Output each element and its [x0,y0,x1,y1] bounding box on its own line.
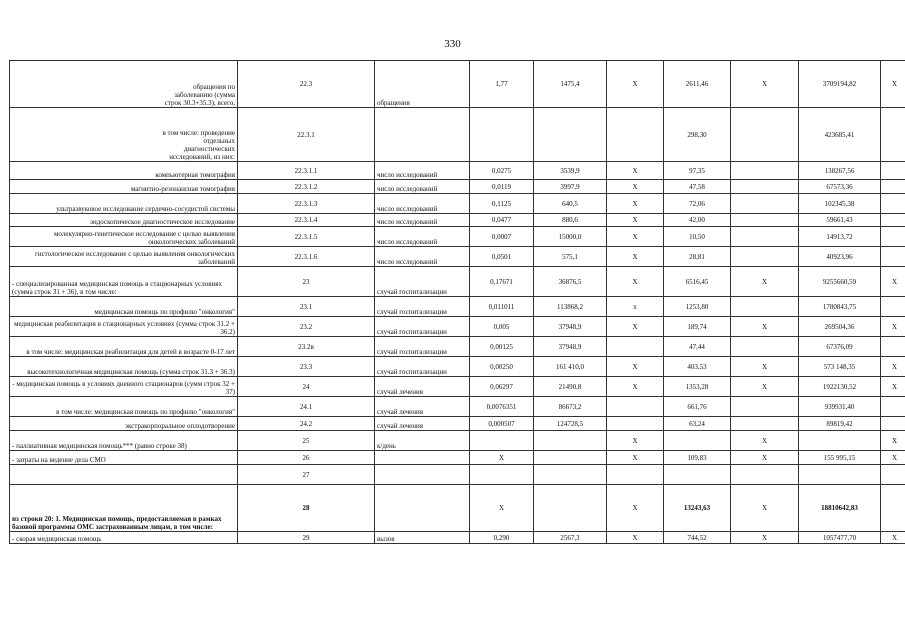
value-cell: 0,06297 [470,377,534,397]
row-code-cell: 22.3.1.3 [238,194,375,214]
value-cell: x [607,297,664,317]
table-row [10,227,905,247]
table-row [10,451,905,465]
value-cell: X [881,61,905,108]
value-cell [731,297,799,317]
value-cell: 1922130,52 [799,377,881,397]
value-cell: X [881,317,905,337]
value-cell [881,247,905,267]
row-code-cell: 23.2в [238,337,375,357]
row-unit-cell [375,485,470,532]
row-name-cell [10,465,238,485]
value-cell: X [731,532,799,544]
row-code-cell: 24 [238,377,375,397]
value-cell: 0,005 [470,317,534,337]
row-unit-cell: число исследований [375,194,470,214]
value-cell: 575,1 [534,247,607,267]
value-cell: X [607,317,664,337]
value-cell: 47,44 [664,337,731,357]
value-cell: 37948,9 [534,317,607,337]
row-code-cell: 23.3 [238,357,375,377]
value-cell: 89819,42 [799,417,881,431]
row-name-cell: компьютерная томография [10,162,238,180]
value-cell: 10,50 [664,227,731,247]
row-unit-cell: число исследований [375,214,470,227]
value-cell: 573 148,35 [799,357,881,377]
row-code-cell: 24.2 [238,417,375,431]
value-cell: X [731,61,799,108]
value-cell: 0,0119 [470,180,534,194]
row-code-cell: 22.3.1.6 [238,247,375,267]
value-cell: 1780843,75 [799,297,881,317]
value-cell: 3997,9 [534,180,607,194]
value-cell: X [607,247,664,267]
page-number: 330 [444,38,461,50]
row-unit-cell: число исследований [375,180,470,194]
row-unit-cell [375,451,470,465]
value-cell [799,465,881,485]
row-code-cell: 28 [238,485,375,532]
value-cell: 72,06 [664,194,731,214]
value-cell: 189,74 [664,317,731,337]
table-row [10,194,905,214]
value-cell: 113868,2 [534,297,607,317]
table-row [10,532,905,544]
value-cell: 63,24 [664,417,731,431]
row-unit-cell: случай госпитализации [375,357,470,377]
table-row [10,297,905,317]
value-cell [731,465,799,485]
table-row [10,61,905,108]
value-cell [731,417,799,431]
row-name-cell: гистологическое исследование с целью выявления онкологических заболеваний [10,247,238,267]
row-code-cell: 22.3.1 [238,108,375,162]
row-unit-cell: число исследований [375,162,470,180]
value-cell: 47,58 [664,180,731,194]
row-name-cell: молекулярно-генетическое исследование с целью выявления онкологических заболеваний [10,227,238,247]
value-cell [664,465,731,485]
table-row [10,357,905,377]
row-unit-cell: случай госпитализации [375,317,470,337]
row-code-cell: 23 [238,267,375,297]
row-name-cell: экстракорпоральное оплодотворение [10,417,238,431]
value-cell: 161 410,0 [534,357,607,377]
row-name-cell: - паллиативная медицинская помощь*** (равно строке 38) [10,431,238,451]
value-cell: 18810642,83 [799,485,881,532]
row-name-cell: - затраты на ведение дела СМО [10,451,238,465]
row-name-cell: медицинская помощь по профилю "онкология" [10,297,238,317]
value-cell [881,214,905,227]
table-row [10,337,905,357]
value-cell: X [607,532,664,544]
value-cell: 3539,9 [534,162,607,180]
row-name-cell: обращения по заболеванию (сумма строк 30.3+35.3), всего, [10,61,238,108]
value-cell: X [881,451,905,465]
value-cell: 0,0477 [470,214,534,227]
value-cell: 124728,5 [534,417,607,431]
value-cell: X [607,61,664,108]
row-unit-cell: случай лечения [375,397,470,417]
row-code-cell: 29 [238,532,375,544]
value-cell: X [607,485,664,532]
row-name-cell: в том числе: медицинская реабилитация для детей в возрасте 0-17 лет [10,337,238,357]
row-unit-cell [375,108,470,162]
value-cell: 0,1125 [470,194,534,214]
row-unit-cell: случай лечения [375,377,470,397]
value-cell: 28,81 [664,247,731,267]
value-cell: 102345,38 [799,194,881,214]
value-cell [881,180,905,194]
value-cell: 298,30 [664,108,731,162]
row-name-cell: - скорая медицинская помощь [10,532,238,544]
value-cell: 1353,28 [664,377,731,397]
row-unit-cell: случай госпитализации [375,297,470,317]
value-cell: X [607,267,664,297]
value-cell: 423685,41 [799,108,881,162]
row-code-cell: 22.3 [238,61,375,108]
value-cell: 269504,36 [799,317,881,337]
value-cell [731,194,799,214]
row-name-cell: - специализированная медицинская помощь в стационарных условиях (сумма строк 31 + 36), в том числе: [10,267,238,297]
value-cell: 403,53 [664,357,731,377]
value-cell: 37948,9 [534,337,607,357]
value-cell [731,337,799,357]
value-cell: 67573,36 [799,180,881,194]
row-code-cell: 26 [238,451,375,465]
row-unit-cell: число исследований [375,247,470,267]
value-cell [607,465,664,485]
value-cell: X [731,485,799,532]
table-row [10,108,905,162]
value-cell: 2567,3 [534,532,607,544]
value-cell: 0,290 [470,532,534,544]
value-cell: 640,5 [534,194,607,214]
value-cell [881,162,905,180]
value-cell: 6516,45 [664,267,731,297]
value-cell: 109,83 [664,451,731,465]
value-cell [731,108,799,162]
row-unit-cell: обращения [375,61,470,108]
row-unit-cell: число исследований [375,227,470,247]
value-cell [470,465,534,485]
row-name-cell: - медицинская помощь в условиях дневного стационаров (сумм строк 32 + 37) [10,377,238,397]
value-cell: 138267,56 [799,162,881,180]
value-cell: 2611,46 [664,61,731,108]
value-cell: 744,52 [664,532,731,544]
value-cell [534,108,607,162]
value-cell: X [881,357,905,377]
value-cell: X [881,377,905,397]
value-cell: 15000,0 [534,227,607,247]
value-cell [534,431,607,451]
value-cell [731,247,799,267]
data-table [9,60,905,544]
value-cell: 36876,5 [534,267,607,297]
row-name-cell: из строки 20: 1. Медицинская помощь, предоставляемая в рамках базовой программы ОМС застрахованным лицам, в том числе: [10,485,238,532]
row-name-cell: эндоскопическое диагностическое исследование [10,214,238,227]
row-unit-cell: случай лечения [375,417,470,431]
value-cell: 0,00250 [470,357,534,377]
value-cell: 0,17671 [470,267,534,297]
value-cell [731,162,799,180]
value-cell: 0,000507 [470,417,534,431]
value-cell: X [731,451,799,465]
row-unit-cell: случай госпитализации [375,267,470,297]
value-cell: X [470,451,534,465]
row-code-cell: 22.3.1.1 [238,162,375,180]
table-row [10,267,905,297]
value-cell [664,431,731,451]
value-cell: 40923,96 [799,247,881,267]
value-cell: 0,0501 [470,247,534,267]
row-name-cell: медицинская реабилитация в стационарных условиях (сумма строк 31.2 + 36.2) [10,317,238,337]
row-unit-cell: вызов [375,532,470,544]
table-row [10,397,905,417]
row-code-cell: 25 [238,431,375,451]
value-cell: X [607,451,664,465]
value-cell [731,397,799,417]
value-cell: 97,35 [664,162,731,180]
row-code-cell: 22.3.1.2 [238,180,375,194]
value-cell [881,397,905,417]
row-name-cell: магнитно-резонансная томография [10,180,238,194]
value-cell [799,431,881,451]
row-name-cell: в том числе: проведение отдельных диагностических исследований, из них: [10,108,238,162]
value-cell: 0,0076351 [470,397,534,417]
value-cell [881,485,905,532]
value-cell: X [607,180,664,194]
value-cell: 13243,63 [664,485,731,532]
value-cell [534,485,607,532]
value-cell [607,337,664,357]
value-cell [607,397,664,417]
value-cell: 0,011011 [470,297,534,317]
value-cell: 155 995,15 [799,451,881,465]
value-cell: X [731,267,799,297]
row-code-cell: 27 [238,465,375,485]
value-cell: 3709194,82 [799,61,881,108]
row-unit-cell: случай госпитализации [375,337,470,357]
table-row [10,317,905,337]
value-cell: X [607,162,664,180]
table-row [10,417,905,431]
value-cell: 0,00125 [470,337,534,357]
value-cell: 661,76 [664,397,731,417]
value-cell: 1057477,70 [799,532,881,544]
value-cell: X [881,532,905,544]
value-cell: 14913,72 [799,227,881,247]
value-cell: 42,00 [664,214,731,227]
value-cell: X [607,431,664,451]
value-cell [881,227,905,247]
value-cell: X [881,267,905,297]
value-cell [881,417,905,431]
row-code-cell: 24.1 [238,397,375,417]
row-name-cell: ультразвуковое исследование сердечно-сосудистой системы [10,194,238,214]
value-cell: 0,0275 [470,162,534,180]
value-cell [881,297,905,317]
value-cell: 0,0007 [470,227,534,247]
value-cell [470,108,534,162]
value-cell [607,108,664,162]
value-cell [881,194,905,214]
value-cell: 880,6 [534,214,607,227]
row-name-cell: в том числе: медицинская помощь по профилю "онкология" [10,397,238,417]
value-cell: X [607,214,664,227]
value-cell [470,431,534,451]
value-cell [881,108,905,162]
value-cell: X [607,357,664,377]
value-cell: X [607,227,664,247]
table-row [10,180,905,194]
table-row [10,485,905,532]
value-cell [534,451,607,465]
value-cell [881,465,905,485]
value-cell: 86673,2 [534,397,607,417]
value-cell: 1253,80 [664,297,731,317]
row-code-cell: 23.1 [238,297,375,317]
table-body [10,61,905,544]
value-cell: X [731,357,799,377]
row-code-cell: 22.3.1.4 [238,214,375,227]
value-cell [731,227,799,247]
table-row [10,377,905,397]
value-cell [607,417,664,431]
row-unit-cell: к/день [375,431,470,451]
row-code-cell: 22.3.1.5 [238,227,375,247]
value-cell: 67376,09 [799,337,881,357]
value-cell: X [881,431,905,451]
table-row [10,247,905,267]
value-cell: 1475,4 [534,61,607,108]
row-unit-cell [375,465,470,485]
value-cell: 21490,8 [534,377,607,397]
value-cell: X [731,317,799,337]
value-cell [881,337,905,357]
table-row [10,214,905,227]
table-row [10,431,905,451]
value-cell: X [731,377,799,397]
table-row [10,465,905,485]
value-cell: 1,77 [470,61,534,108]
value-cell [731,180,799,194]
row-code-cell: 23.2 [238,317,375,337]
row-name-cell: высокотехнологичная медицинская помощь (сумма строк 31.3 + 36.3) [10,357,238,377]
value-cell: X [607,377,664,397]
value-cell: X [470,485,534,532]
value-cell [534,465,607,485]
value-cell: X [607,194,664,214]
value-cell: 9255660,59 [799,267,881,297]
value-cell: 59661,43 [799,214,881,227]
value-cell: 939931,40 [799,397,881,417]
value-cell [731,214,799,227]
table-row [10,162,905,180]
value-cell: X [731,431,799,451]
